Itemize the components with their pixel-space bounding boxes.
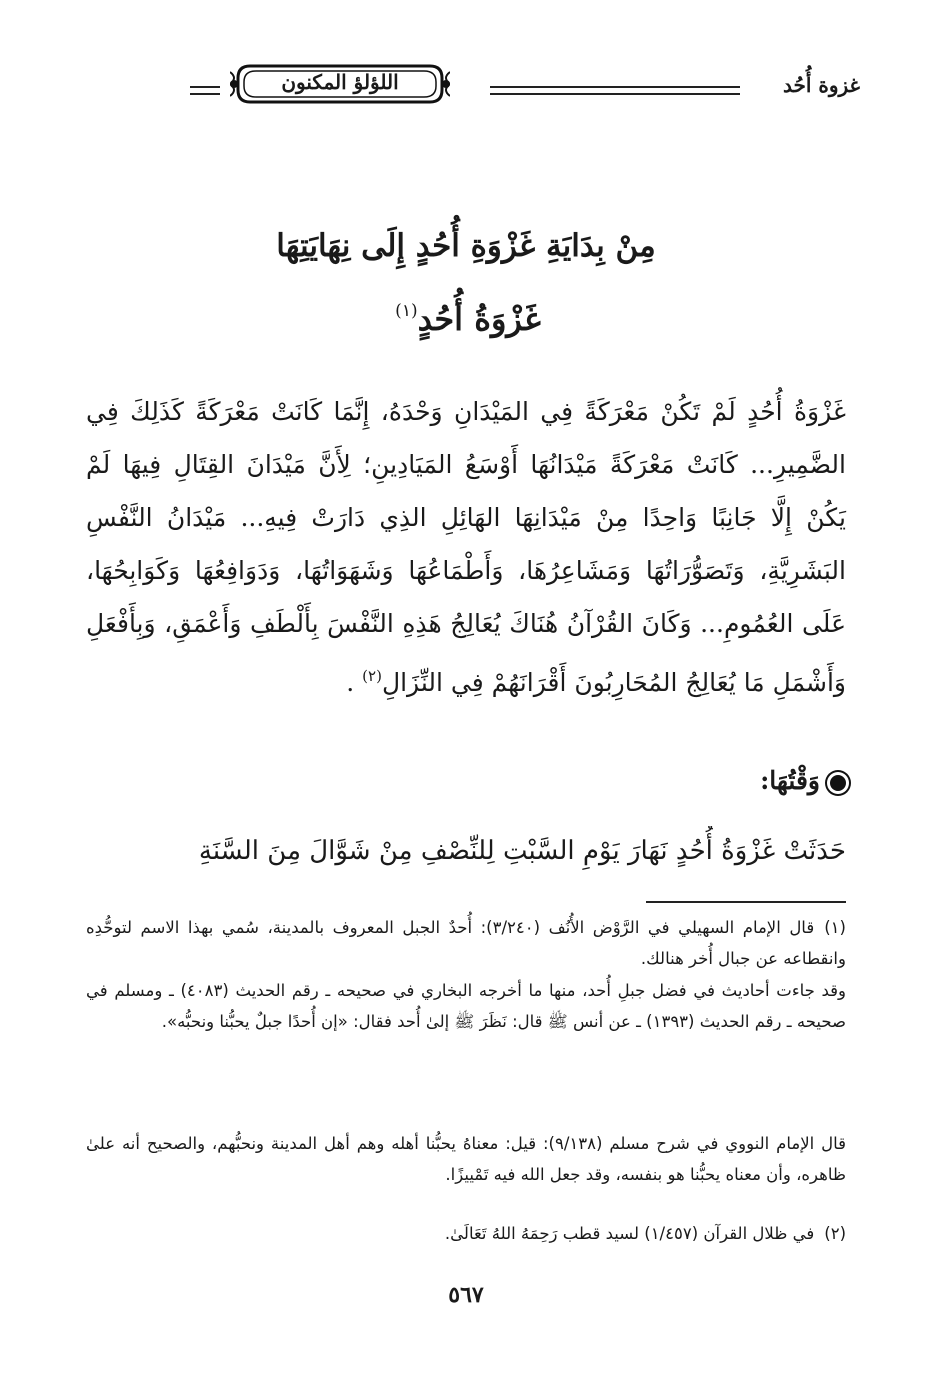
subsection-title-wrap bbox=[0, 300, 932, 338]
main-paragraph bbox=[86, 385, 846, 709]
footnote-text: قال الإمام النووي في شرح مسلم (٩/١٣٨): قيل: معناهُ يحبُّنا أهله وهم أهل المدينة ونحبُّهم، والصحيح أنه علىٰ ظاهره، وأن معناه يحبُّنا هو بنفسه، وقد جعل الله فيه تَمْييزًا. bbox=[86, 1134, 846, 1184]
footnote-number: (٢) bbox=[824, 1224, 846, 1243]
chapter-title: غزوة أُحُد bbox=[782, 73, 860, 97]
footnote-ref-1: (١) bbox=[395, 301, 418, 321]
section-heading bbox=[760, 766, 846, 795]
paragraph-1-end: . bbox=[346, 668, 355, 697]
flower-bullet-icon bbox=[830, 775, 846, 791]
footnote-text: وقد جاءت أحاديث في فضل جبلِ أُحد، منها ما أخرجه البخاري في صحيحه ـ رقم الحديث (٤٠٨٣) ـ ومسلم في صحيحه ـ رقم الحديث (١٣٩٣) ـ عن أنس ﷺ قال: نَظَرَ ﷺ إلىٰ أُحد فقال: «إن أُحدًا جبلٌ يحبُّنا ونحبُّه». bbox=[86, 981, 846, 1031]
book-title-ornament bbox=[230, 58, 450, 110]
footnote-1 bbox=[86, 912, 846, 974]
running-header bbox=[70, 58, 860, 118]
page-number: ٥٦٧ bbox=[448, 1282, 484, 1308]
footnote-1-cont-a bbox=[86, 975, 846, 1037]
header-rule-right bbox=[490, 86, 740, 95]
paragraph-1-text: غَزْوَةُ أُحُدٍ لَمْ تَكُنْ مَعْرَكَةً فِي المَيْدَانِ وَحْدَهُ، إِنَّمَا كَانَتْ مَعْرَكَةً كَذَلِكَ فِي الضَّمِيرِ... كَانَتْ مَعْرَكَةً مَيْدَانُهَا أَوْسَعُ المَيَادِينِ؛ لِأَنَّ مَيْدَانَ القِتَالِ فِيهَا لَمْ يَكُنْ إِلَّا جَانِبًا وَاحِدًا مِنْ مَيْدَانِهَا الهَائِلِ الذِي دَارَتْ فِيهِ... مَيْدَانُ النَّفْسِ البَشَرِيَّةِ، وَتَصَوُّرَاتُهَا وَمَشَاعِرُهَا، وَأَطْمَاعُهَا وَشَهَوَاتُهَا، وَدَوَافِعُهَا وَكَوَابِحُهَا، عَلَى العُمُومِ... وَكَانَ القُرْآنُ هُنَاكَ يُعَالِجُ هَذِهِ النَّفْسَ بِأَلْطَفِ وَأَعْمَقِ، وَبِأَفْعَلِ وَأَشْمَلِ مَا يُعَالِجُ المُحَارِبُونَ أَقْرَانَهُمْ فِي النِّزَالِ bbox=[86, 397, 846, 697]
footnote-2 bbox=[86, 1218, 846, 1249]
footnote-ref-2: (٢) bbox=[362, 667, 382, 685]
section-heading-text: وَقْتُهَا: bbox=[760, 766, 820, 795]
footnote-1-cont-b bbox=[86, 1128, 846, 1190]
book-title: اللؤلؤ المكنون bbox=[281, 70, 399, 94]
footnote-text: قال الإمام السهيلي في الرَّوْض الأُنُف (٣/٢٤٠): أُحدٌ الجبل المعروف بالمدينة، سُمي بهذا الاسم لتوحُّدِه وانقطاعه عن جبال أُخر هنالك. bbox=[86, 918, 846, 968]
subsection-title: غَزْوَةُ أُحُدٍ bbox=[417, 300, 541, 338]
section-title: مِنْ بِدَايَةِ غَزْوَةِ أُحُدٍ إِلَى نِهَايَتِهَا bbox=[276, 228, 656, 264]
paragraph-2: حَدَثَتْ غَزْوَةُ أُحُدٍ نَهَارَ يَوْمِ السَّبْتِ لِلنِّصْفِ مِنْ شَوَّالَ مِنَ السَّنَةِ bbox=[198, 836, 846, 866]
header-rule-far-right bbox=[190, 86, 220, 95]
footnote-text: في ظلال القرآن (١/٤٥٧) لسيد قطب رَحِمَهُ اللهُ تَعَالَىٰ. bbox=[444, 1224, 815, 1243]
footnote-separator bbox=[646, 901, 846, 903]
footnote-number: (١) bbox=[824, 918, 846, 937]
